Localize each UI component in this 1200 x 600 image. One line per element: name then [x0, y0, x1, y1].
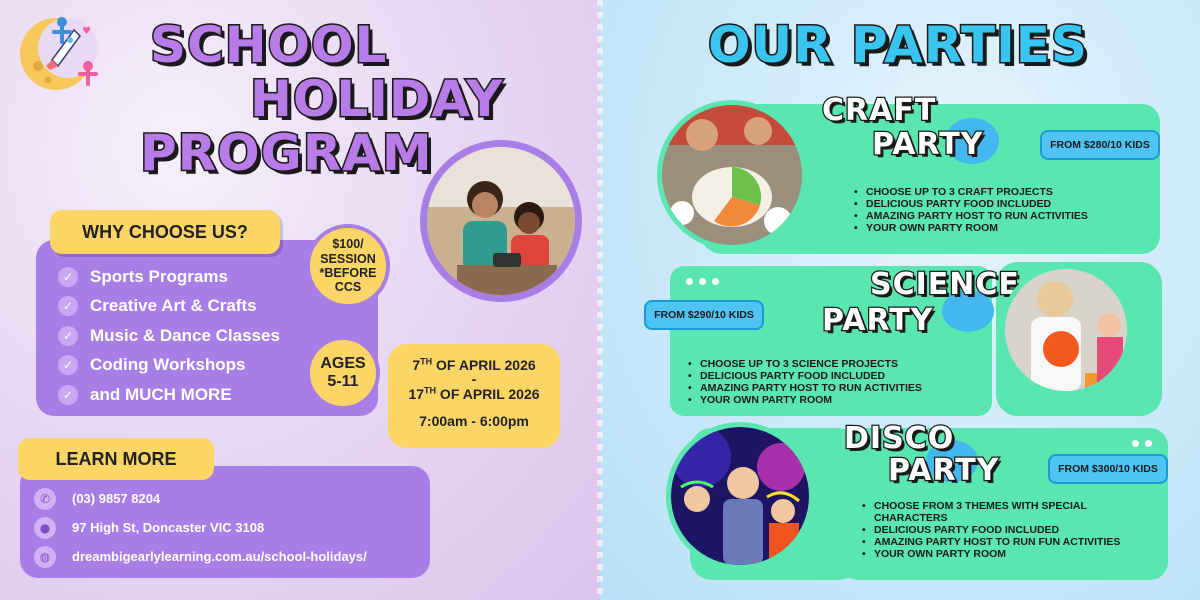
list-item: • DELICIOUS PARTY FOOD INCLUDED — [854, 198, 1154, 210]
date-separator: - — [471, 371, 477, 388]
list-item: ✓ and MUCH MORE — [58, 380, 378, 410]
ages-badge: AGES 5-11 — [306, 336, 380, 410]
dream-big-logo — [12, 8, 102, 98]
price-badge: $100/ SESSION *BEFORE CCS — [306, 224, 390, 308]
panel-divider — [597, 0, 603, 600]
list-item: ✓ Creative Art & Crafts — [58, 292, 378, 322]
disco-title-line1: DISCO — [844, 421, 955, 456]
end-date: 17TH OF APRIL 2026 — [408, 385, 540, 403]
science-decor-dots — [686, 278, 719, 285]
disco-party-photo — [666, 422, 814, 570]
check-icon: ✓ — [58, 385, 78, 405]
craft-party-photo — [657, 100, 807, 250]
learn-more-heading: LEARN MORE — [18, 438, 214, 480]
science-title-line1: SCIENCE — [870, 267, 1020, 302]
disco-features-list — [862, 500, 1152, 560]
disco-title-line2: PARTY — [888, 453, 1000, 488]
contact-website[interactable]: ◍ dreambigearlylearning.com.au/school-holidays/ — [34, 542, 430, 571]
title-program: PROGRAM — [140, 124, 433, 182]
list-item: • DELICIOUS PARTY FOOD INCLUDED — [688, 370, 968, 382]
teacher-child-photo — [420, 140, 582, 302]
why-choose-us-heading: WHY CHOOSE US? — [50, 210, 280, 254]
program-dates — [388, 344, 560, 448]
parties-panel — [600, 0, 1200, 600]
list-item: • YOUR OWN PARTY ROOM — [862, 548, 1152, 560]
list-item: • YOUR OWN PARTY ROOM — [854, 222, 1154, 234]
check-icon: ✓ — [58, 326, 78, 346]
our-parties-title: OUR PARTIES — [708, 16, 1088, 74]
start-date: 7TH OF APRIL 2026 — [412, 356, 536, 373]
disco-price-tag: FROM $300/10 KIDS — [1048, 454, 1168, 484]
phone-icon: ✆ — [34, 488, 56, 510]
list-item: • CHOOSE UP TO 3 SCIENCE PROJECTS — [688, 358, 968, 370]
svg-text:✦: ✦ — [36, 25, 43, 34]
science-price-tag: FROM $290/10 KIDS — [644, 300, 764, 330]
list-item: • AMAZING PARTY HOST TO RUN ACTIVITIES — [854, 210, 1154, 222]
program-hours: 7:00am - 6:00pm — [419, 412, 529, 429]
science-title-line2: PARTY — [822, 303, 934, 338]
list-item: • DELICIOUS PARTY FOOD INCLUDED — [862, 524, 1152, 536]
list-item: ✓ Music & Dance Classes — [58, 321, 378, 351]
craft-price-tag: FROM $280/10 KIDS — [1040, 130, 1160, 160]
list-item: ✓ Sports Programs — [58, 262, 378, 292]
list-item: ✓ Coding Workshops — [58, 351, 378, 381]
science-features-list — [688, 358, 968, 406]
globe-icon: ◍ — [34, 546, 56, 568]
contact-address[interactable]: ● 97 High St, Doncaster VIC 3108 — [34, 513, 430, 542]
list-item: • AMAZING PARTY HOST TO RUN ACTIVITIES — [688, 382, 968, 394]
check-icon: ✓ — [58, 355, 78, 375]
check-icon: ✓ — [58, 296, 78, 316]
list-item: • CHOOSE UP TO 3 CRAFT PROJECTS — [854, 186, 1154, 198]
disco-decor-dots — [1132, 440, 1152, 447]
location-pin-icon: ● — [34, 517, 56, 539]
list-item: • CHOOSE FROM 3 THEMES WITH SPECIAL CHARACTERS — [862, 500, 1152, 524]
contact-phone[interactable]: ✆ (03) 9857 8204 — [34, 484, 430, 513]
title-school: SCHOOL — [150, 16, 388, 74]
list-item: • AMAZING PARTY HOST TO RUN FUN ACTIVITIES — [862, 536, 1152, 548]
science-party-photo — [1000, 264, 1132, 396]
list-item: • YOUR OWN PARTY ROOM — [688, 394, 968, 406]
craft-title-line2: PARTY — [872, 127, 984, 162]
check-icon: ✓ — [58, 267, 78, 287]
contact-details — [20, 466, 430, 578]
craft-features-list — [854, 186, 1154, 234]
svg-text:♥: ♥ — [82, 26, 91, 37]
title-holiday: HOLIDAY — [250, 70, 504, 128]
craft-title-line1: CRAFT — [822, 93, 937, 128]
